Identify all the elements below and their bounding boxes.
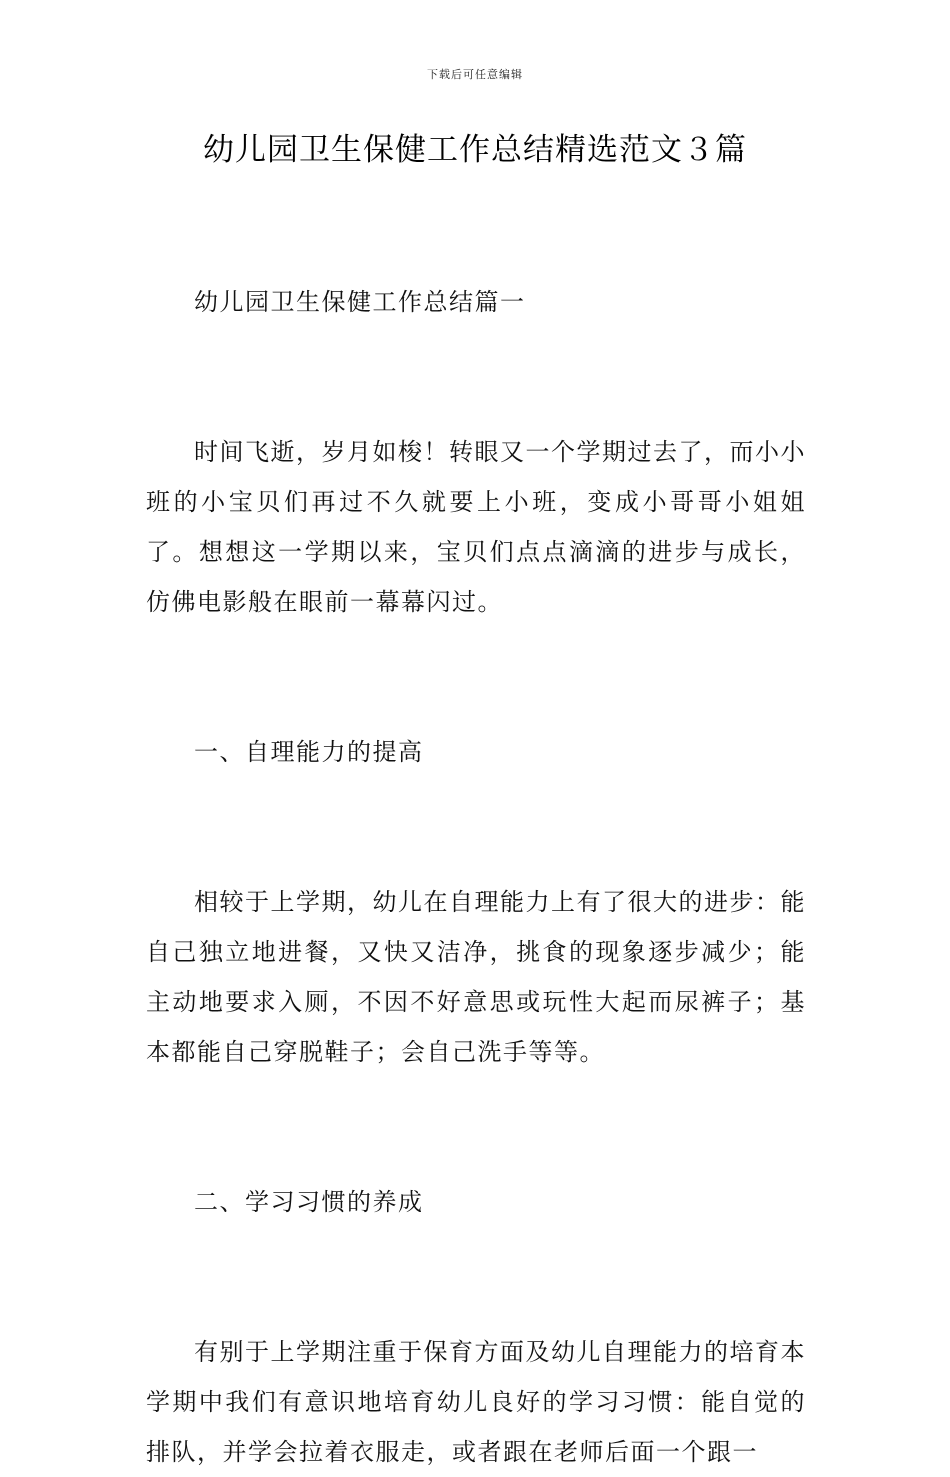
spacer xyxy=(146,327,806,377)
spacer xyxy=(146,1277,806,1327)
header-note: 下载后可任意编辑 xyxy=(427,68,523,81)
spacer xyxy=(146,627,806,677)
subheading-self-care: 一、自理能力的提高 xyxy=(194,738,424,766)
spacer xyxy=(146,377,806,427)
section-heading: 幼儿园卫生保健工作总结篇一 xyxy=(194,288,526,316)
spacer xyxy=(146,777,806,827)
document-title: 幼儿园卫生保健工作总结精选范文３篇 xyxy=(203,132,747,168)
paragraph-study-habits: 有别于上学期注重于保育方面及幼儿自理能力的培育本学期中我们有意识地培育幼儿良好的学习习惯：能自觉的排队，并学会拉着衣服走，或者跟在老师后面一个跟一 xyxy=(146,1338,806,1466)
paragraph-self-care: 相较于上学期，幼儿在自理能力上有了很大的进步：能自己独立地进餐，又快又洁净，挑食的现象逐步减少；能主动地要求入厕，不因不好意思或玩性大起而尿裤子；基本都能自己穿脱鞋子；会自己洗手等等。 xyxy=(146,888,806,1066)
subheading-study-habits: 二、学习习惯的养成 xyxy=(194,1188,424,1216)
spacer xyxy=(146,677,806,727)
spacer xyxy=(146,1227,806,1277)
spacer xyxy=(146,1127,806,1177)
intro-paragraph: 时间飞逝，岁月如梭！转眼又一个学期过去了，而小小班的小宝贝们再过不久就要上小班，变成小哥哥小姐姐了。想想这一学期以来，宝贝们点点滴滴的进步与成长，仿佛电影般在眼前一幕幕闪过。 xyxy=(146,438,806,616)
spacer xyxy=(146,827,806,877)
spacer xyxy=(146,1077,806,1127)
document-body xyxy=(146,277,806,1477)
